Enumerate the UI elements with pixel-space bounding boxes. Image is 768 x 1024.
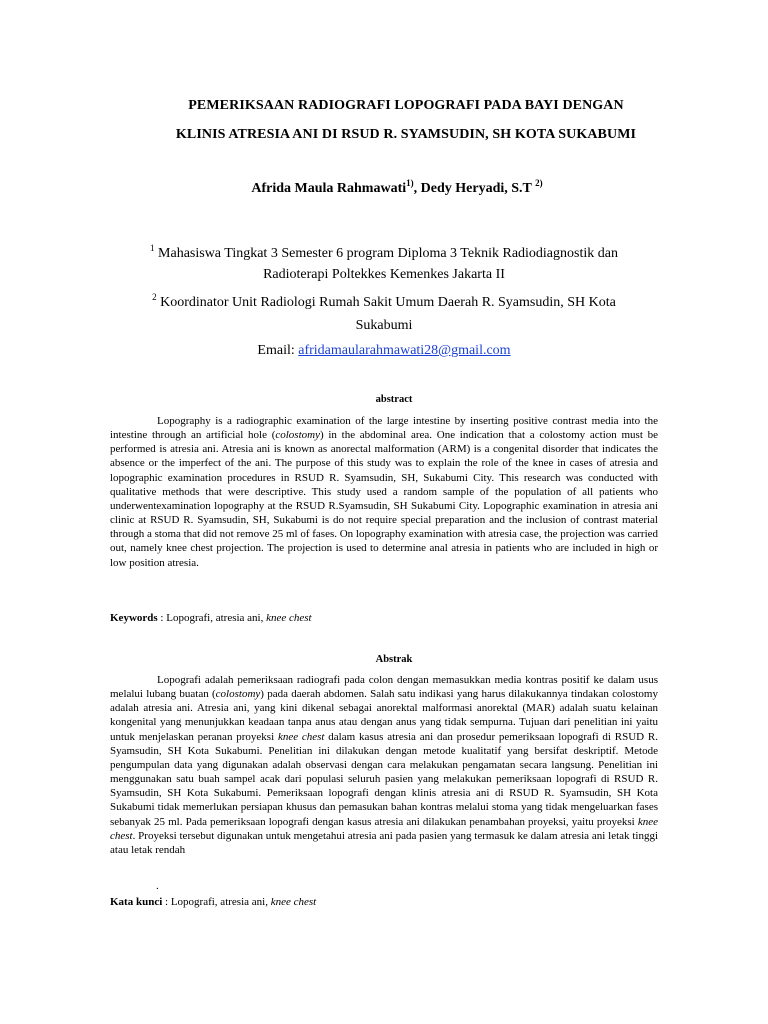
paper-title-line-2: KLINIS ATRESIA ANI DI RSUD R. SYAMSUDIN, SH KOTA SUKABUMI	[175, 127, 637, 142]
keywords-label: Keywords	[110, 612, 158, 624]
affiliation-2-line-2: Sukabumi	[355, 318, 413, 333]
affiliation-2-text: Koordinator Unit Radiologi Rumah Sakit Umum Daerah R. Syamsudin, SH Kota	[156, 295, 616, 310]
keywords-term: knee chest	[266, 612, 312, 624]
affiliation-1-mark: 1	[150, 243, 155, 253]
abstract-paragraph	[110, 414, 658, 570]
abstract-term-colostomy: colostomy	[275, 429, 320, 442]
abstrak-text-2: ) pada daerah abdomen. Salah satu indikasi yang harus dilakukannya tindakan colostomy adalah atresia ani. Atresia ani, yang kini dikenal sebagai anorektal malformasi anorektal (MAR) adalah suatu kelainan kongenital yang menunjukkan keadaan tanpa anus atau dengan anus yang tidak sempurna. Tujuan dari penelitian ini yaitu untuk menjelaskan peranan proyeksi	[110, 688, 658, 743]
abstrak-text-1: Lopografi adalah pemeriksaan radiografi pada colon dengan memasukkan media kontras positif ke dalam usus melalui lubang buatan (	[110, 674, 658, 701]
kata-kunci-line	[110, 896, 658, 908]
abstrak-text-3: dalam kasus atresia ani dan prosedur pemeriksaan lopografi di RSUD R. Syamsudin, SH Kota Sukabumi. Penelitian ini dilakukan dengan metode kualitatif yang bersifat deskriptif. Metode pengumpulan data yang digunakan adalah observasi dengan cara melakukan pengamatan secara langsung. Penelitian ini menggunakan satu buah sampel acak dari populasi seluruh pasien yang melakukan pemeriksaan lopografi di RSUD R. Syamsudin, SH Kota Sukabumi. Pemeriksaan lopografi dengan klinis atresia ani di RSUD R. Syamsudin, SH Kota Sukabumi tidak memerlukan persiapan khusus dan pemasukan bahan kontras melalui stoma yang tidak mengeluarkan fases sebanyak 25 ml. Pada pemeriksaan lopografi dengan kasus atresia ani dilakukan penambahan proyeksi, yaitu proyeksi	[110, 730, 659, 828]
affiliation-1-line-2: Radioterapi Poltekkes Kemenkes Jakarta II	[263, 267, 505, 282]
abstract-text-1: Lopography is a radiographic examination of the large intestine by inserting positive contrast media into the intestine through an artificial hole (	[110, 415, 658, 442]
keywords-text: : Lopografi, atresia ani,	[157, 612, 267, 624]
kata-kunci-term: knee chest	[270, 896, 317, 908]
abstrak-text-4: . Proyeksi tersebut digunakan untuk mengetahui atresia ani pada pasien yang termasuk ke dalam atresia ani letak tinggi atau letak rendah	[110, 829, 658, 856]
abstrak-term-knee-chest-1: knee chest	[277, 730, 325, 743]
abstract-heading: abstract	[375, 394, 413, 405]
keywords-line	[110, 612, 658, 624]
email-label: Email:	[257, 343, 299, 358]
affiliation-2-mark: 2	[152, 292, 157, 302]
author-list	[0, 178, 768, 197]
affiliation-1-line-1	[110, 243, 658, 262]
abstrak-term-colostomy: colostomy	[215, 688, 261, 701]
paper-title-line-1: PEMERIKSAAN RADIOGRAFI LOPOGRAFI PADA BAYI DENGAN	[188, 98, 624, 113]
author-name-2: Dedy Heryadi, S.T	[420, 181, 536, 196]
abstrak-heading: Abstrak	[375, 654, 413, 665]
author-2-affiliation-mark: 2)	[535, 178, 543, 188]
abstrak-term-knee-chest-2: knee chest	[110, 815, 658, 842]
kata-kunci-text: : Lopografi, atresia ani,	[162, 896, 271, 908]
affiliation-2-line-1	[110, 292, 658, 311]
author-separator: ,	[413, 181, 421, 196]
affiliation-1-text: Mahasiswa Tingkat 3 Semester 6 program Diploma 3 Teknik Radiodiagnostik dan	[154, 246, 618, 261]
stray-period: .	[156, 880, 159, 892]
abstract-text-2: ) in the abdominal area. One indication that a colostomy action must be performed is atresia ani. Atresia ani is known as anorectal malformation (ARM) is a congenital disorder that indicates the absence or the imperfect of the ani. The purpose of this study was to explain the role of the knee in cases of atresia and lopographic examination procedures in RSUD R. Syamsudin, SH, Sukabumi City. This research was conducted with qualitative methods that were descriptive. This study used a random sample of the population of all patients who underwentexamination lopography at the RSUD R.Syamsudin, SH Sukabumi City. Lopographic examination in atresia ani clinic at RSUD R. Syamsudin, SH, Sukabumi is do not require special preparation and the inclusion of contrast material through a stoma that did not remove 25 ml of fases. On lopography examination with atresia case, the projection was carried out, namely knee chest projection. The projection is used to determine anal atresia in patients who are included in high or low position atresia.	[110, 429, 659, 569]
author-name-1: Afrida Maula Rahmawati	[251, 181, 407, 196]
kata-kunci-label: Kata kunci	[110, 896, 163, 908]
author-1-affiliation-mark: 1)	[406, 178, 414, 188]
email-line	[110, 343, 658, 359]
email-link[interactable]: afridamaularahmawati28@gmail.com	[298, 343, 511, 358]
abstrak-paragraph	[110, 673, 658, 857]
